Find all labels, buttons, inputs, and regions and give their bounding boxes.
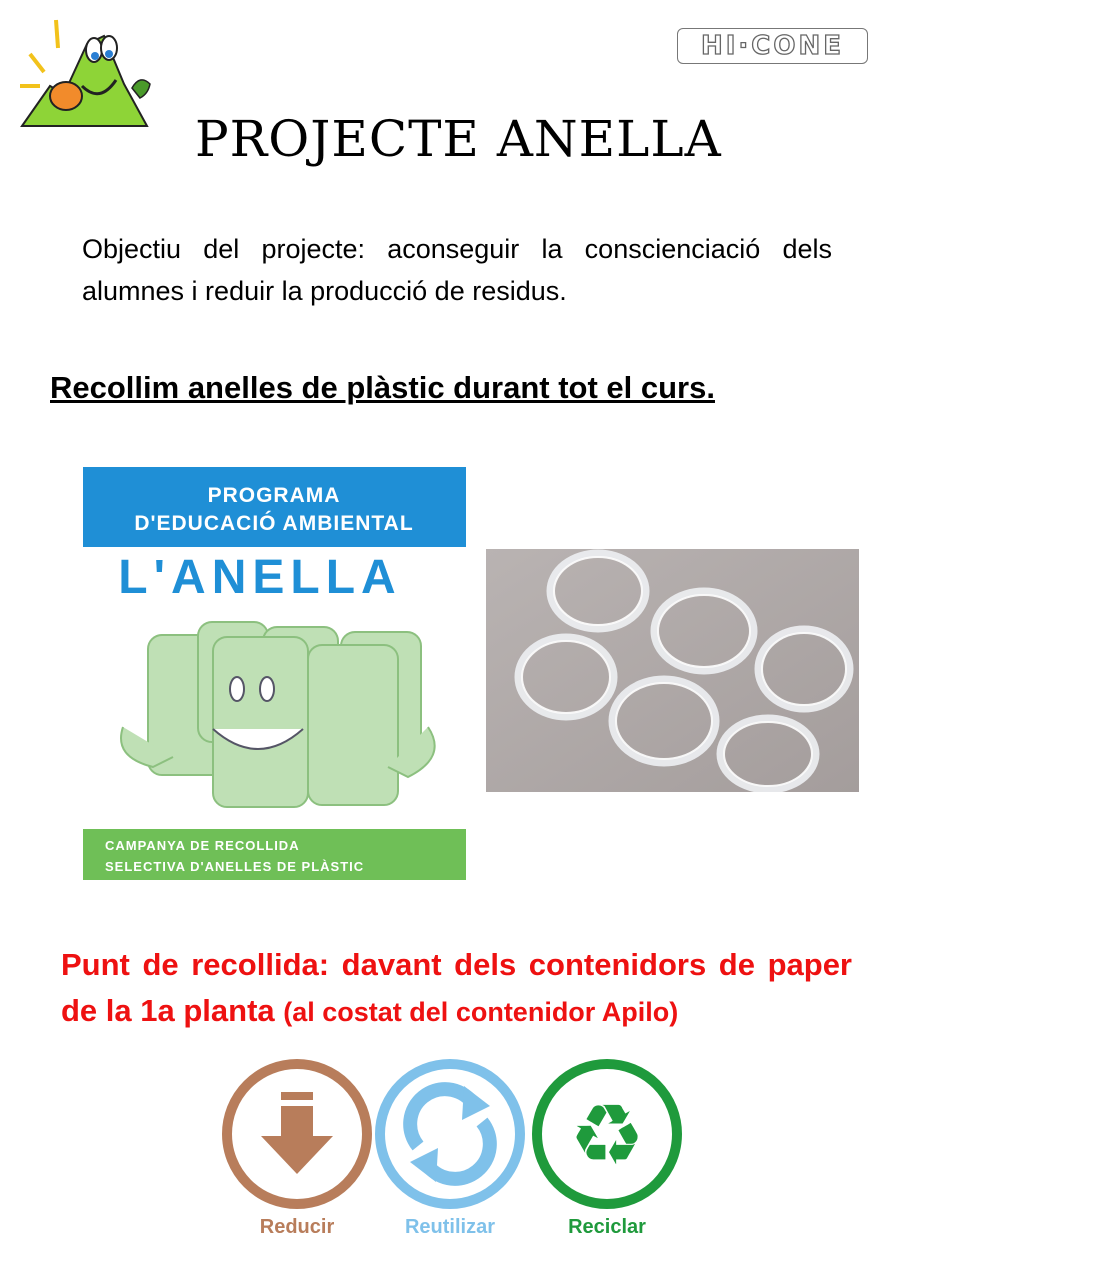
- reduce-label: Reducir: [259, 1216, 335, 1238]
- plastic-six-pack-rings-icon: [486, 549, 859, 792]
- down-arrow-icon: [219, 1056, 375, 1212]
- recycle-label: Reciclar: [568, 1216, 646, 1238]
- mascot-logo: [12, 14, 160, 132]
- reuse-label: Reutilizar: [404, 1216, 496, 1238]
- plastic-rings-photo: [486, 549, 859, 792]
- reuse-item: [370, 1056, 530, 1239]
- objective-text: Objectiu del projecte: aconseguir la conscienciació dels alumnes i reduir la producció de residus.: [82, 234, 832, 306]
- hicone-logo: HI·CONE: [677, 28, 868, 64]
- reduce-item: [217, 1056, 377, 1239]
- collection-point: [61, 942, 852, 1035]
- poster-footer2: SELECTIVA D'ANELLES DE PLÀSTIC: [105, 859, 365, 874]
- collection-note: (al costat del contenidor Apilo): [283, 997, 679, 1027]
- poster-line2: D'EDUCACIÓ AMBIENTAL: [134, 512, 414, 535]
- page-title: PROJECTE ANELLA: [195, 110, 722, 168]
- recycle-item: [527, 1056, 687, 1239]
- poster-line1: PROGRAMA: [207, 484, 341, 507]
- svg-text:♻: ♻: [569, 1086, 645, 1184]
- reuse-arrows-icon: [372, 1056, 528, 1212]
- anella-poster: [83, 467, 466, 880]
- poster-footer1: CAMPANYA DE RECOLLIDA: [105, 838, 300, 853]
- recycle-icon: [529, 1056, 685, 1212]
- collection-main: Punt de recollida: davant dels contenidors de paper de la 1a planta: [61, 947, 852, 1028]
- poster-graphic: [83, 467, 466, 880]
- collection-heading: Recollim anelles de plàstic durant tot el curs.: [50, 370, 715, 405]
- poster-name: L'ANELLA: [118, 551, 402, 604]
